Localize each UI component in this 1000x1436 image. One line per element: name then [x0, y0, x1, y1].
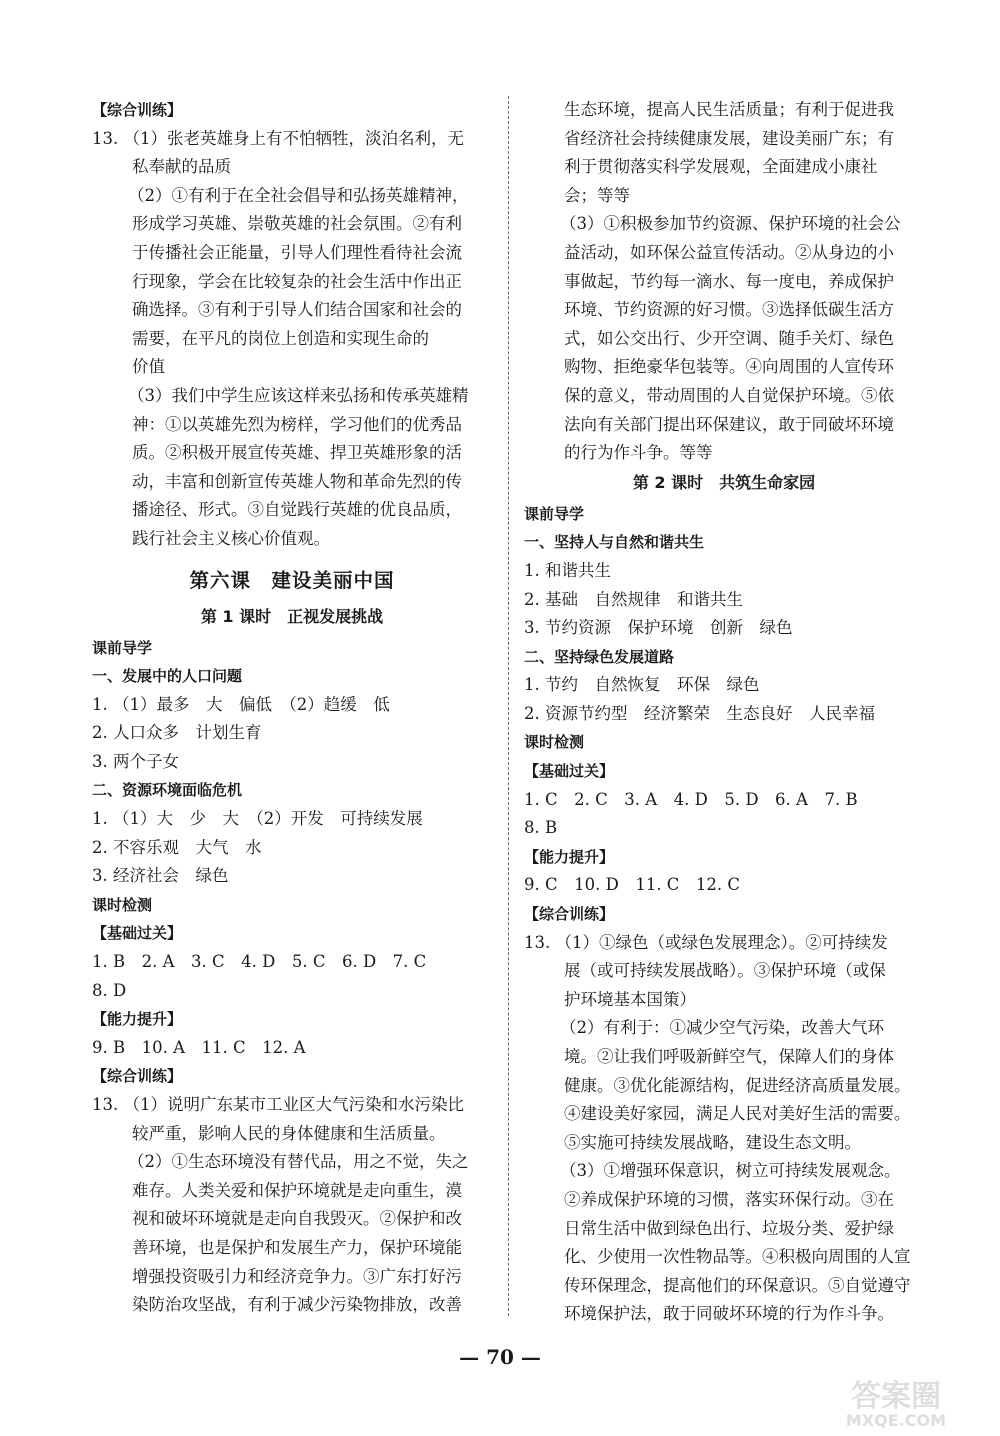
text-line: （2）①有利于在全社会倡导和弘扬英雄精神， — [128, 185, 469, 205]
text-line: 法向有关部门提出环保建议，敢于同破坏环境 — [564, 414, 894, 434]
section-heading: 【基础过关】 — [524, 762, 615, 781]
text-line: 省经济社会持续健康发展，建设美丽广东；有 — [564, 128, 894, 148]
section-heading: 一、发展中的人口问题 — [92, 667, 243, 686]
section-heading: 课前导学 — [524, 504, 585, 523]
text-line: 1. 和谐共生 — [524, 560, 611, 580]
watermark-logo — [806, 1372, 986, 1430]
text-line: 善环境，也是保护和发展生产力，保护环境能 — [132, 1237, 462, 1257]
text-line: 1. B 2. A 3. C 4. D 5. C 6. D 7. C — [92, 952, 427, 972]
text-line: 会；等等 — [564, 185, 630, 205]
text-line: 价值 — [132, 357, 165, 377]
text-line: 13. （1）①绿色（或绿色发展理念）。②可持续发 — [524, 932, 888, 952]
text-line: 染防治攻坚战，有利于减少污染物排放，改善 — [132, 1295, 462, 1315]
text-line: 展（或可持续发展战略）。③保护环境（或保 — [564, 961, 886, 981]
section-heading: 【基础过关】 — [92, 924, 183, 943]
section-heading: 课时检测 — [92, 895, 153, 914]
text-line: 行现象，学会在比较复杂的社会生活中作出正 — [132, 271, 462, 291]
lesson-heading: 第六课 建设美丽中国 — [189, 568, 395, 592]
text-line: 9. B 10. A 11. C 12. A — [92, 1037, 306, 1057]
text-line: 化、少使用一次性物品等。④积极向周围的人宣 — [564, 1247, 911, 1267]
text-line: 于传播社会正能量，引导人们理性看待社会流 — [132, 242, 462, 262]
page-number: — 70 — — [459, 1345, 541, 1369]
text-line: 13. （1）张老英雄身上有不怕牺牲，淡泊名利，无 — [92, 128, 464, 148]
text-line: 3. 节约资源 保护环境 创新 绿色 — [524, 618, 793, 638]
text-line: 环境保护法，敢于同破坏环境的行为作斗争。 — [564, 1304, 894, 1324]
text-line: 9. C 10. D 11. C 12. C — [524, 875, 741, 895]
text-line: 私奉献的品质 — [132, 157, 231, 177]
text-line: 境。②让我们呼吸新鲜空气，保障人们的身体 — [564, 1047, 894, 1066]
text-line: 质。②积极开展宣传英雄、捍卫英雄形象的活 — [132, 443, 462, 463]
text-line: 护环境基本国策） — [564, 989, 696, 1009]
text-line: （3）①增强环保意识，树立可持续发展观念。 — [560, 1161, 901, 1181]
text-line: 播途径、形式。③自觉践行英雄的优良品质， — [132, 500, 462, 520]
section-heading: 二、资源环境面临危机 — [92, 781, 243, 800]
text-line: 1. （1）大 少 大 （2）开发 可持续发展 — [92, 809, 423, 829]
text-line: 健康。③优化能源结构，促进经济高质量发展。 — [564, 1075, 911, 1095]
section-heading: 二、坚持绿色发展道路 — [524, 647, 675, 666]
section-heading: 一、坚持人与自然和谐共生 — [524, 533, 705, 552]
column-divider — [508, 96, 509, 1316]
text-line: ②养成保护环境的习惯，落实环保行动。③在 — [564, 1189, 894, 1209]
text-line: 购物、拒绝豪华包装等。④向周围的人宣传环 — [564, 357, 894, 377]
text-line: 1. （1）最多 大 偏低 （2）趋缓 低 — [92, 694, 390, 714]
text-line: （2）①生态环境没有替代品，用之不觉，失之 — [128, 1152, 469, 1172]
period-heading: 第 1 课时 正视发展挑战 — [200, 606, 384, 626]
section-heading: 课前导学 — [92, 638, 153, 657]
text-line: 较严重，影响人民的身体健康和生活质量。 — [132, 1123, 446, 1143]
text-line: 确选择。③有利于引导人们结合国家和社会的 — [132, 300, 462, 320]
text-line: 2. 不容乐观 大气 水 — [92, 837, 262, 857]
text-line: ⑤实施可持续发展战略，建设生态文明。 — [564, 1132, 861, 1152]
text-line: 2. 基础 自然规律 和谐共生 — [524, 589, 743, 609]
text-line: 1. 节约 自然恢复 环保 绿色 — [524, 675, 760, 695]
text-line: 8. D — [92, 980, 127, 1000]
text-line: 环境、节约资源的好习惯。③选择低碳生活方 — [564, 300, 894, 320]
text-line: ④建设美好家园，满足人民对美好生活的需要。 — [564, 1104, 911, 1124]
text-line: 神：①以英雄先烈为榜样，学习他们的优秀品 — [132, 414, 462, 434]
text-line: 8. B — [524, 818, 558, 838]
text-line: 2. 资源节约型 经济繁荣 生态良好 人民幸福 — [524, 703, 875, 723]
text-line: 动，丰富和创新宣传英雄人物和革命先烈的传 — [132, 471, 462, 491]
right-column — [524, 96, 924, 1329]
section-heading: 【能力提升】 — [524, 847, 615, 866]
text-line: 增强投资吸引力和经济竞争力。③广东打好污 — [132, 1266, 462, 1286]
watermark-subtext: MXQE.COM — [845, 1411, 947, 1430]
text-line: 形成学习英雄、崇敬英雄的社会氛围。②有利 — [132, 214, 462, 234]
text-line: 日常生活中做到绿色出行、垃圾分类、爱护绿 — [564, 1218, 894, 1238]
text-line: 难存。人类关爱和保护环境就是走向重生，漠 — [132, 1180, 462, 1200]
text-line: 生态环境，提高人民生活质量；有利于促进我 — [564, 100, 894, 119]
text-line: 需要，在平凡的岗位上创造和实现生命的 — [132, 328, 429, 348]
text-line: 传环保理念，提高他们的环保意识。⑤自觉遵守 — [564, 1275, 911, 1295]
text-line: 利于贯彻落实科学发展观，全面建成小康社 — [564, 157, 878, 177]
watermark-text: 答案圈 — [851, 1379, 941, 1414]
section-heading: 【能力提升】 — [92, 1010, 183, 1029]
section-heading: 【综合训练】 — [524, 905, 615, 924]
text-line: 保的意义，带动周围的人自觉保护环境。⑤依 — [564, 385, 894, 405]
text-line: （2）有利于：①减少空气污染，改善大气环 — [560, 1018, 884, 1038]
text-line: 3. 两个子女 — [92, 751, 179, 771]
section-heading: 课时检测 — [524, 733, 585, 752]
left-column — [92, 96, 492, 1320]
text-line: 3. 经济社会 绿色 — [92, 866, 229, 886]
text-line: （3）我们中学生应该这样来弘扬和传承英雄精 — [128, 385, 469, 405]
section-heading: 【综合训练】 — [92, 1067, 183, 1086]
text-line: 的行为作斗争。等等 — [564, 443, 713, 463]
text-line: 益活动，如环保公益宣传活动。②从身边的小 — [564, 242, 894, 262]
text-line: 2. 人口众多 计划生育 — [92, 723, 262, 743]
period-heading: 第 2 课时 共筑生命家园 — [632, 472, 816, 492]
text-line: （3）①积极参加节约资源、保护环境的社会公 — [560, 214, 901, 234]
text-line: 13. （1）说明广东某市工业区大气污染和水污染比 — [92, 1095, 464, 1114]
text-line: 式，如公交出行、少开空调、随手关灯、绿色 — [564, 328, 894, 348]
text-line: 事做起，节约每一滴水、每一度电，养成保护 — [564, 271, 894, 291]
text-line: 视和破坏环境就是走向自我毁灭。②保护和改 — [132, 1209, 462, 1229]
text-line: 践行社会主义核心价值观。 — [132, 528, 330, 548]
text-line: 1. C 2. C 3. A 4. D 5. D 6. A 7. B — [524, 789, 858, 809]
section-heading: 【综合训练】 — [92, 101, 183, 119]
